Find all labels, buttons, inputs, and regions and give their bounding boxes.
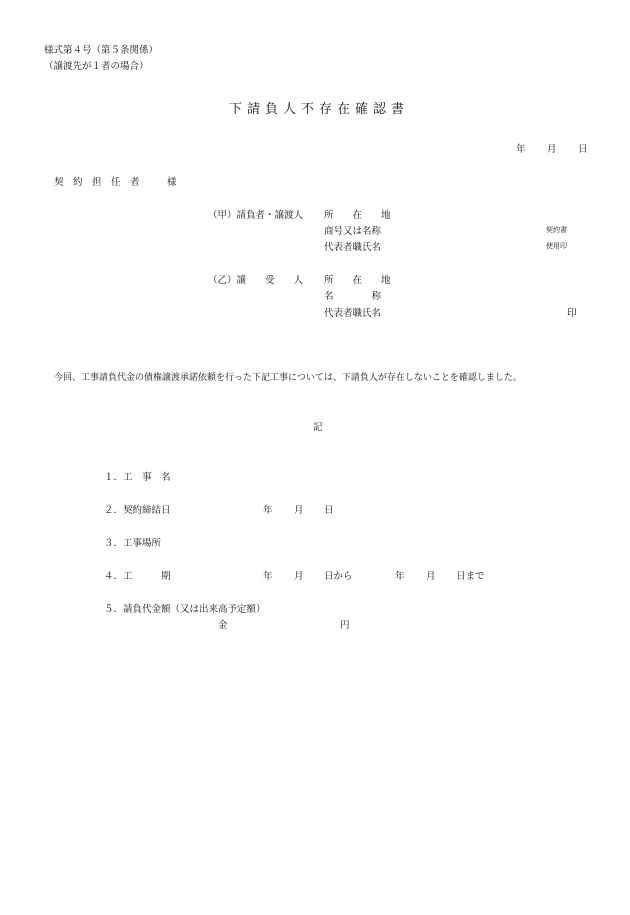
item-4-label: ４．工 期: [104, 571, 171, 582]
item-2-label: ２．契約締結日: [104, 505, 171, 516]
party-a-seal-note-2: 使用印: [546, 242, 567, 250]
party-b-label: （乙）譲 受 人: [208, 275, 304, 286]
item-4-from-month: 月: [294, 571, 304, 582]
date-day: 日: [578, 144, 588, 155]
item-2-month: 月: [294, 505, 304, 516]
party-b-representative-label: 代表者職氏名: [324, 308, 382, 319]
item-1-label: １．工 事 名: [104, 472, 171, 483]
form-number: 様式第４号（第５条関係）: [44, 45, 159, 56]
item-5-amount-prefix: 金: [218, 620, 228, 631]
party-a-seal-note-1: 契約書: [546, 226, 567, 234]
item-3-label: ３．工事場所: [104, 538, 162, 549]
statement-text: 今回、工事請負代金の債権譲渡承諾依頼を行った下記工事については、下請負人が存在しないことを確認しました。: [54, 373, 522, 383]
item-4-to-day: 日まで: [456, 571, 485, 582]
page-title: 下請負人不存在確認書: [229, 102, 410, 117]
addressee-name: 契 約 担 任 者: [54, 177, 140, 188]
party-b-address-label: 所 在 地: [324, 275, 391, 286]
form-note: （譲渡先が１者の場合）: [44, 61, 149, 72]
party-a-representative-label: 代表者職氏名: [324, 242, 382, 253]
item-4-to-month: 月: [426, 571, 436, 582]
party-b-name-label: 名 称: [324, 291, 382, 302]
party-b-seal: 印: [567, 308, 577, 319]
party-a-name-label: 商号又は名称: [324, 226, 382, 237]
item-4-to-year: 年: [395, 571, 405, 582]
item-5-label: ５．請負代金額（又は出来高予定額）: [104, 604, 266, 615]
item-5-amount-unit: 円: [340, 620, 350, 631]
addressee-honorific: 様: [167, 177, 177, 188]
ki-heading: 記: [313, 422, 323, 433]
date-month: 月: [547, 144, 557, 155]
date-year: 年: [516, 144, 526, 155]
item-2-year: 年: [263, 505, 273, 516]
item-4-from-day: 日から: [324, 571, 353, 582]
item-2-day: 日: [324, 505, 334, 516]
party-a-label: （甲）請負者・譲渡人: [208, 210, 304, 221]
party-a-address-label: 所 在 地: [324, 210, 391, 221]
item-4-from-year: 年: [263, 571, 273, 582]
